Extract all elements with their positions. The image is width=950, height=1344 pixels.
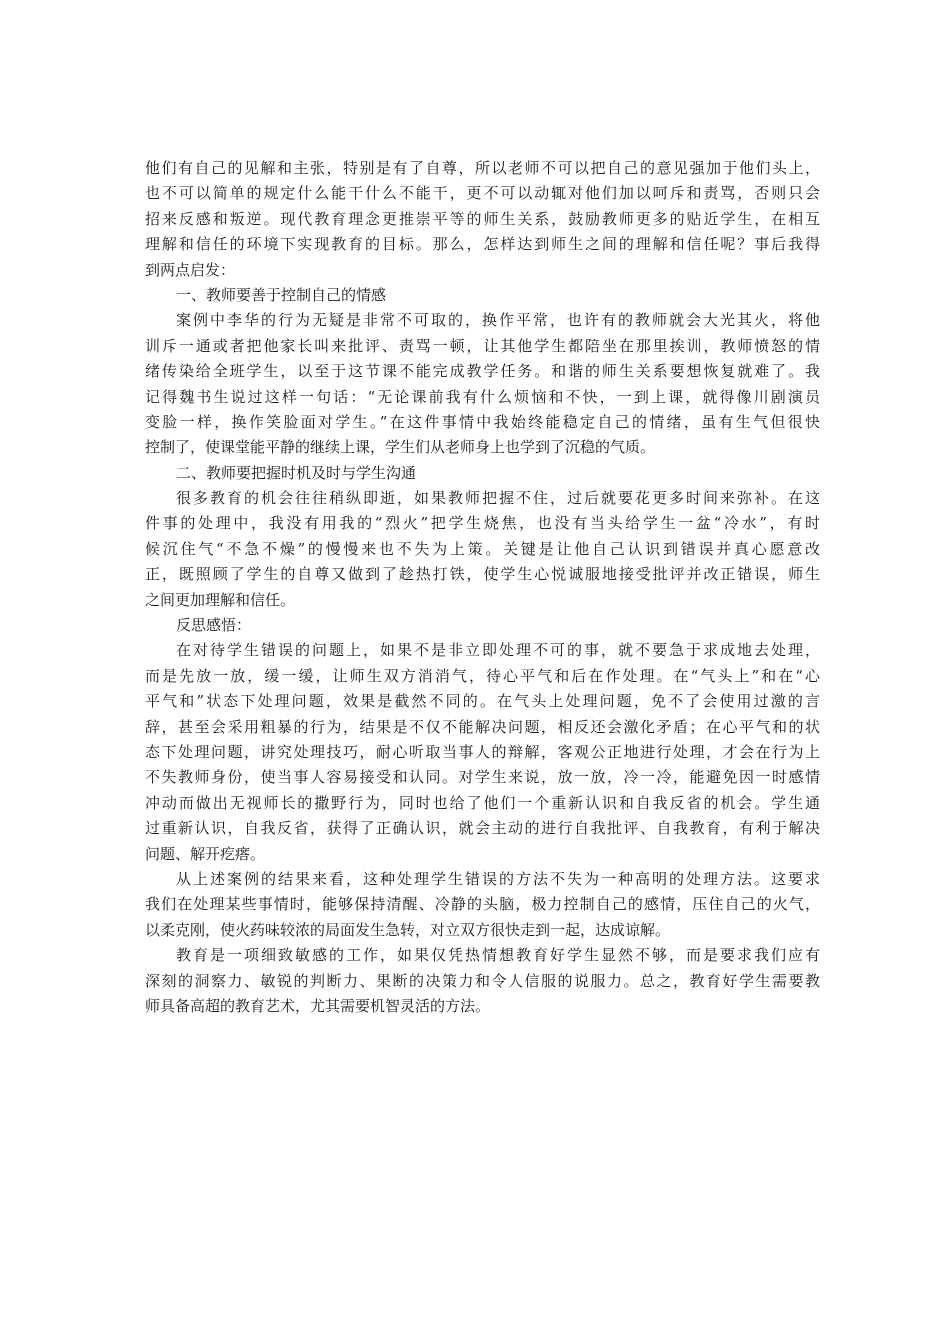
text-line: 绪传染给全班学生，以至于这节课不能完成教学任务。和谐的师生关系要想恢复就难了。我: [145, 362, 820, 381]
text-line: 反思感悟：: [176, 616, 252, 635]
text-line: 到两点启发：: [145, 260, 236, 279]
text-line: 正，既照顾了学生的自尊又做到了趁热打铁，使学生心悦诚服地接受批评并改正错误，师生: [145, 565, 820, 584]
text-line: 在对待学生错误的问题上，如果不是非立即处理不可的事，就不要急于求成地去处理，: [176, 641, 820, 660]
text-line: 训斥一通或者把他家长叫来批评、责骂一顿，让其他学生都陪坐在那里挨训，教师愤怒的情: [145, 336, 820, 355]
text-line: 教育是一项细致敏感的工作，如果仅凭热情想教育好学生显然不够，而是要求我们应有: [176, 946, 820, 965]
text-line: 过重新认识，自我反省，获得了正确认识，就会主动的进行自我批评、自我教育，有利于解决: [145, 819, 820, 838]
text-line: 变脸一样，换作笑脸面对学生。”在这件事情中我始终能稳定自己的情绪，虽有生气但很快: [145, 412, 820, 431]
text-line: 以柔克刚，使火药味较浓的局面发生急转，对立双方很快走到一起，达成谅解。: [145, 920, 671, 939]
text-line: 深刻的洞察力、敏锐的判断力、果断的决策力和令人信服的说服力。总之，教育好学生需要教: [145, 971, 820, 990]
text-line: 师具备高超的教育艺术，尤其需要机智灵活的方法。: [145, 996, 491, 1015]
text-line: 而是先放一放，缓一缓，让师生双方消消气，待心平气和后在作处理。在“气头上”和在“心: [145, 666, 820, 685]
text-line: 不失教师身份，使当事人容易接受和认同。对学生来说，放一放，冷一冷，能避免因一时感情: [145, 768, 820, 787]
text-line: 案例中李华的行为无疑是非常不可取的，换作平常，也许有的教师就会大光其火，将他: [176, 311, 820, 330]
text-line: 态下处理问题，讲究处理技巧，耐心听取当事人的辩解，客观公正地进行处理，才会在行为上: [145, 742, 820, 761]
text-line: 控制了，使课堂能平静的继续上课，学生们从老师身上也学到了沉稳的气质。: [145, 438, 656, 457]
text-line: 之间更加理解和信任。: [145, 590, 296, 609]
text-line: 平气和”状态下处理问题，效果是截然不同的。在气头上处理问题，免不了会使用过激的言: [145, 692, 820, 711]
document-body: [145, 156, 820, 1019]
text-line: 辞，甚至会采用粗暴的行为，结果是不仅不能解决问题，相反还会激化矛盾；在心平气和的状: [145, 717, 820, 736]
text-line: 招来反感和叛逆。现代教育理念更推崇平等的师生关系，鼓励教师更多的贴近学生，在相互: [145, 209, 820, 228]
text-line: 从上述案例的结果来看，这种处理学生错误的方法不失为一种高明的处理方法。这要求: [176, 869, 820, 888]
text-line: 我们在处理某些事情时，能够保持清醒、冷静的头脑，极力控制自己的感情，压住自己的火气，: [145, 895, 820, 914]
text-line: 也不可以简单的规定什么能干什么不能干，更不可以动辄对他们加以呵斥和责骂，否则只会: [145, 184, 820, 203]
text-line: 他们有自己的见解和主张，特别是有了自尊，所以老师不可以把自己的意见强加于他们头上，: [145, 159, 820, 177]
text-line: 理解和信任的环境下实现教育的目标。那么，怎样达到师生之间的理解和信任呢？事后我得: [145, 235, 820, 254]
text-line: 件事的处理中，我没有用我的“烈火”把学生烧焦，也没有当头给学生一盆“冷水”，有时: [145, 514, 820, 533]
text-line: 冲动而做出无视师长的撒野行为，同时也给了他们一个重新认识和自我反省的机会。学生通: [145, 793, 820, 812]
text-line: 很多教育的机会往往稍纵即逝，如果教师把握不住，过后就要花更多时间来弥补。在这: [176, 489, 820, 508]
text-line: 候沉住气“不急不燥”的慢慢来也不失为上策。关键是让他自己认识到错误并真心愿意改: [145, 539, 820, 558]
text-line: 记得魏书生说过这样一句话：“无论课前我有什么烦恼和不快，一到上课，就得像川剧演员: [145, 387, 820, 406]
text-line: 问题、解开疙瘩。: [145, 844, 266, 863]
text-line: 一、教师要善于控制自己的情感: [176, 285, 387, 304]
text-line: 二、教师要把握时机及时与学生沟通: [176, 463, 417, 482]
